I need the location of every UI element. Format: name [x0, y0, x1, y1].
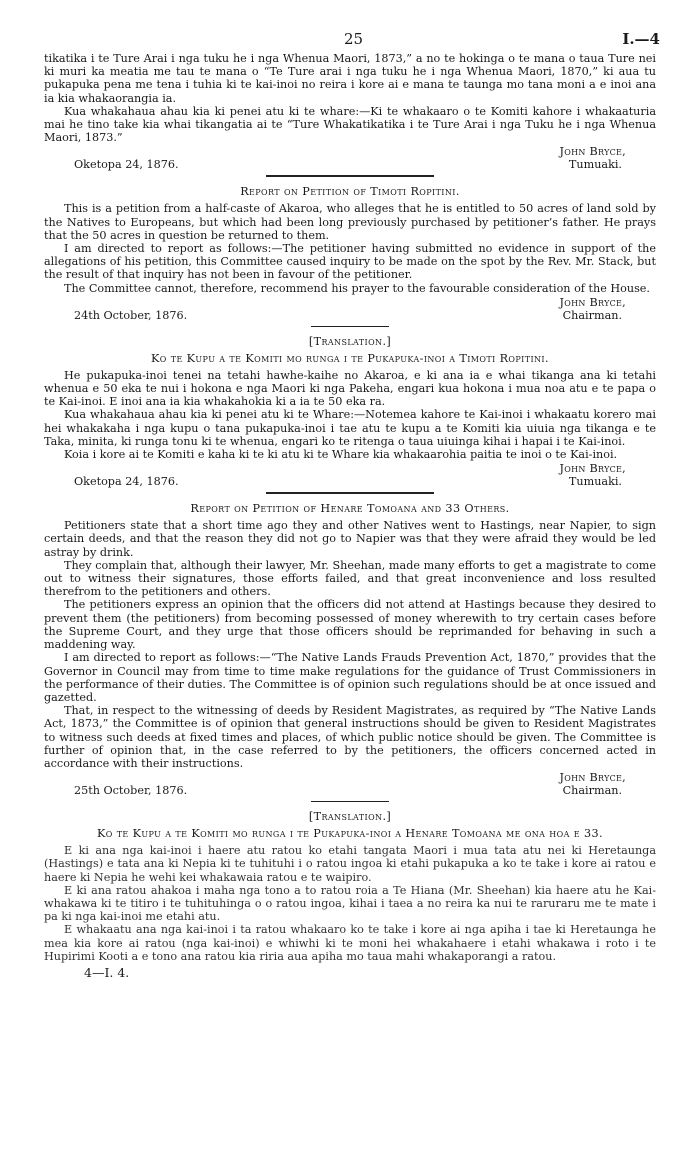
paragraph: Petitioners state that a short time ago they and other Natives went to Hastings, near Napier, to sign certain deeds, and that the reason they did not go to Napier was that they were afraid they would be led astray by drink.	[44, 519, 656, 559]
signature-block	[44, 461, 656, 488]
signatory-role: Tumuaki.	[568, 158, 622, 172]
paragraph: E ki ana ratou ahakoa i maha nga tono a to ratou roia a Te Hiana (Mr. Sheehan) kia haere atu he Kai-whakawa ki te titiro i te tuhituhinga o o ratou ingoa, kihai i taea a no reira ka nui te raruraru me te mate i pa ki nga kai-inoi me etahi atu.	[44, 883, 656, 924]
translation-henare-tomoana	[44, 810, 656, 963]
signatory-role: Tumuaki.	[568, 475, 622, 489]
section-divider	[266, 492, 434, 494]
paragraph: E whakaatu ana nga kai-inoi i ta ratou whakaaro ko te take i kore ai nga apiha i tae ki Heretaunga he mea kia kore ai ratou (nga kai-inoi) e whiwhi ki te moni hei whakahaere i etahi whakawa i roto i te Hupirimi Kooti a e tono ana ratou kia riria aua apiha mo taua mahi whakaporangi a ratou.	[44, 923, 656, 963]
page-header	[44, 30, 660, 52]
paragraph: That, in respect to the witnessing of deeds by Resident Magistrates, as required by “The Native Lands Act, 1873,” the Committee is of opinion that general instructions should be given to Resident Magistrates to witness such deeds at fixed times and places, of which public notice should be given. The Committee is further of opinion that, in the case referred to by the petitioners, the officers concerned acted in accordance with their instructions.	[44, 704, 656, 770]
paragraph: This is a petition from a half-caste of Akaroa, who alleges that he is entitled to 50 acres of land sold by the Natives to Europeans, but which had been long previously purchased by petitioner’s father. He prays that the 50 acres in question be returned to them.	[44, 202, 656, 242]
continued-translation	[44, 52, 656, 171]
translation-timoti-ropitini	[44, 335, 656, 488]
section-divider	[311, 801, 389, 802]
section-heading: Report on Petition of Timoti Ropitini.	[240, 185, 460, 199]
paragraph: The petitioners express an opinion that the officers did not attend at Hastings because they desired to prevent them (the petitioners) from becoming possessed of money wherewith to try certain cases before the Supreme Court, and they urge that those officers should be reprimanded for behaving in such a maddening way.	[44, 598, 656, 652]
paragraph: I am directed to report as follows:—The petitioner having submitted no evidence in support of the allegations of his petition, this Committee caused inquiry to be made on the spot by the Rev. Mr. Stack, but the result of that inquiry has not been in favour of the petitioner.	[44, 242, 656, 282]
paragraph: He pukapuka-inoi tenei na tetahi hawhe-kaihe no Akaroa, e ki ana ia e whai tikanga ana ki tetahi whenua e 50 eka te nui i hokona e nga Maori ki nga Pakeha, engari kua hokona i mua noa atu e te papa o te Kai-inoi. E inoi ana ia kia whakahokia ki a ia te 50 eka ra.	[44, 368, 656, 409]
signature-mark: 4—I. 4.	[84, 964, 130, 980]
signatory-name: John Bryce,	[559, 145, 626, 159]
report-timoti-ropitini	[44, 185, 656, 321]
paragraph: Kua whakahaua ahau kia ki penei atu ki te Whare:—Notemea kahore te Kai-inoi i whakaatu korero mai hei whakakaha i nga kupu o tana pukapuka-inoi i tae atu te kupu a te Komiti kia uiuia nga tikanga e te Taka, minita, ki runga tonu ki te whenua, engari ko te ritenga o taua uiuinga kihai i hapai i te Kai-inoi.	[44, 408, 656, 448]
page-number: 25	[344, 30, 364, 48]
section-heading: Ko te Kupu a te Komiti mo runga i te Pukapuka-inoi a Timoti Ropitini.	[151, 351, 549, 365]
report-henare-tomoana	[44, 502, 656, 797]
paragraph: Kua whakahaua ahau kia ki penei atu ki te whare:—Ki te whakaaro o te Komiti kahore i whakaaturia mai he tino take kia whai tikangatia ai te “Ture Whakatikatika i te Ture Arai i nga Tuku he i nga Whenua Maori, 1873.”	[44, 104, 656, 145]
signature-date: 24th October, 1876.	[74, 308, 188, 322]
signatory-role: Chairman.	[562, 308, 622, 322]
translation-label: [Translation.]	[308, 334, 392, 348]
signature-block	[44, 770, 656, 797]
document-page	[44, 30, 660, 980]
signatory-name: John Bryce,	[559, 462, 626, 476]
translation-label: [Translation.]	[308, 810, 392, 824]
paragraph: I am directed to report as follows:—“The Native Lands Frauds Prevention Act, 1870,” provides that the Governor in Council may from time to time make regulations for the guidance of Trust Commissioners in the performance of their duties. The Committee is of opinion such regulations should be at once issued and gazetted.	[44, 651, 656, 704]
paper-reference: I.—4	[622, 30, 660, 48]
section-divider	[266, 175, 434, 177]
signature-block	[44, 295, 656, 322]
signature-block	[44, 144, 656, 171]
signature-date: Oketopa 24, 1876.	[74, 475, 179, 489]
paragraph: Koia i kore ai te Komiti e kaha ki te ki atu ki te Whare kia whakaarohia paitia te inoi o te Kai-inoi.	[64, 448, 618, 462]
signatory-name: John Bryce,	[559, 295, 626, 309]
paragraph: The Committee cannot, therefore, recommend his prayer to the favourable consideration of the House.	[64, 281, 650, 295]
section-heading: Ko te Kupu a te Komiti mo runga i te Pukapuka-inoi a Henare Tomoana me ona hoa e 33.	[97, 827, 603, 841]
paragraph: E ki ana nga kai-inoi i haere atu ratou ko etahi tangata Maori i mua tata atu nei ki Heretaunga (Hastings) e tata ana ki Nepia ki te tuhituhi i o ratou ingoa ki etahi pukapuka a ko te take i kore ai ratou e haere ki Nepia he wehi kei whakawaia ratou e te waipiro.	[44, 844, 656, 884]
signature-date: Oketopa 24, 1876.	[74, 158, 179, 172]
signatory-name: John Bryce,	[559, 771, 626, 785]
signatory-role: Chairman.	[562, 784, 622, 798]
section-heading: Report on Petition of Henare Tomoana and 33 Others.	[190, 502, 510, 516]
paragraph: They complain that, although their lawyer, Mr. Sheehan, made many efforts to get a magistrate to come out to witness their signatures, those efforts failed, and that great inconvenience and loss resulted therefrom to the petitioners and others.	[44, 558, 656, 599]
section-divider	[311, 326, 389, 327]
signature-date: 25th October, 1876.	[74, 784, 188, 798]
paragraph: tikatika i te Ture Arai i nga tuku he i nga Whenua Maori, 1873,” a no te hokinga o te mana o taua Ture nei ki muri ka meatia me tau te mana o “Te Ture arai i nga tuku he i nga Whenua Maori, 1870,” ki aua tu pukapuka pena me tena i tuhia ki te kai-inoi no reira i kore ai e mana te taunga mo tana moni a e inoi ana ia kia whakaorangia ia.	[44, 52, 656, 105]
